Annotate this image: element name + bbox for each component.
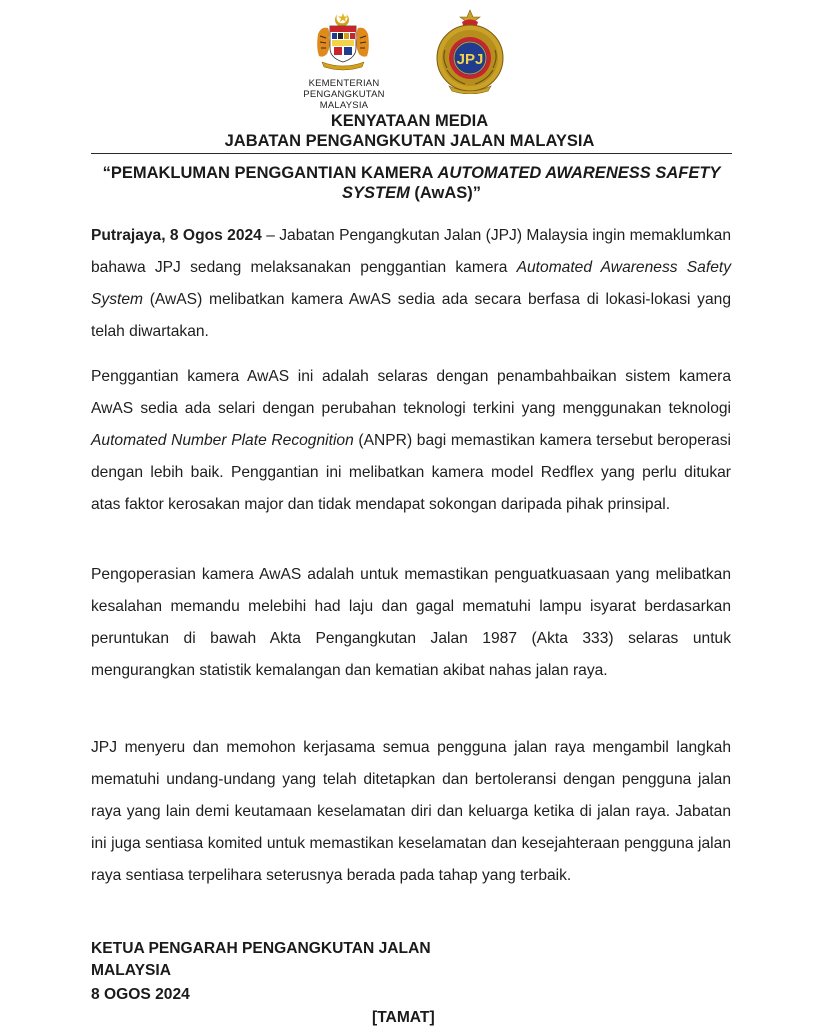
media-statement-heading: KENYATAAN MEDIA [330, 112, 489, 130]
paragraph-2-italic: Automated Number Plate Recognition [91, 432, 354, 449]
ministry-coat-of-arms-icon [312, 10, 374, 72]
ministry-caption-line1: KEMENTERIAN PENGANGKUTAN [303, 78, 385, 100]
dateline: Putrajaya, 8 Ogos 2024 [91, 227, 262, 244]
end-mark: [TAMAT] [372, 1009, 435, 1026]
title-part3: (AwAS)” [409, 184, 482, 202]
paragraph-4: JPJ menyeru dan memohon kerjasama semua pengguna jalan raya mengambil langkah mematuhi undang-undang yang telah ditetapkan dan bertoleransi dengan pengguna jalan raya yang lain demi keutamaan keselamatan diri dan keluarga ketika di jalan raya. Jabatan ini juga sentiasa komited untuk memastikan keselamatan dan kesejahteraan pengguna jalan raya sentiasa terpelihara seterusnya berada pada tahap yang terbaik. [91, 739, 731, 884]
paragraph-1 [91, 220, 731, 348]
department-heading: JABATAN PENGANGKUTAN JALAN MALAYSIA [224, 132, 595, 150]
paragraph-1-text1: – Jabatan Pengangkutan Jalan (JPJ) Malaysia ingin memaklumkan bahawa JPJ sedang melaksanakan penggantian kamera [91, 227, 731, 276]
paragraph-2-text1: Penggantian kamera AwAS ini adalah selaras dengan penambahbaikan sistem kamera AwAS sedia ada selari dengan perubahan teknologi terkini yang menggunakan teknologi [91, 368, 731, 417]
jpj-emblem-text: JPJ [456, 51, 484, 68]
paragraph-2-text2: (ANPR) bagi memastikan kamera tersebut beroperasi dengan lebih baik. Penggantian ini melibatkan kamera model Redflex yang perlu ditukar atas faktor kerosakan major dan tidak mendapat sokongan daripada pihak prinsipal. [91, 432, 731, 513]
header-divider [91, 153, 732, 154]
ministry-caption-line2: MALAYSIA [319, 100, 369, 111]
paragraph-1-italic: Automated Awareness Safety System [91, 259, 731, 308]
signature-date: 8 OGOS 2024 [91, 986, 190, 1003]
title-part1: PEMAKLUMAN PENGGANTIAN KAMERA [110, 164, 438, 182]
press-title [91, 163, 732, 203]
jpj-emblem-icon [429, 8, 511, 94]
paragraph-1-text2: (AwAS) melibatkan kamera AwAS sedia ada secara berfasa di lokasi-lokasi yang telah diwartakan. [91, 291, 731, 340]
signature-title-line2: MALAYSIA [91, 962, 172, 979]
signature-title-line1: KETUA PENGARAH PENGANGKUTAN JALAN [91, 940, 431, 957]
paragraph-3: Pengoperasian kamera AwAS adalah untuk memastikan penguatkuasaan yang melibatkan kesalahan memandu melebihi had laju dan gagal mematuhi lampu isyarat berdasarkan peruntukan di bawah Akta Pengangkutan Jalan 1987 (Akta 333) selaras untuk mengurangkan statistik kemalangan dan kematian akibat nahas jalan raya. [91, 566, 731, 679]
title-open-quote: “ [102, 164, 111, 182]
title-part2-italic: AUTOMATED AWARENESS SAFETY SYSTEM [341, 164, 721, 202]
paragraph-2 [91, 361, 731, 521]
ministry-caption [270, 78, 418, 111]
